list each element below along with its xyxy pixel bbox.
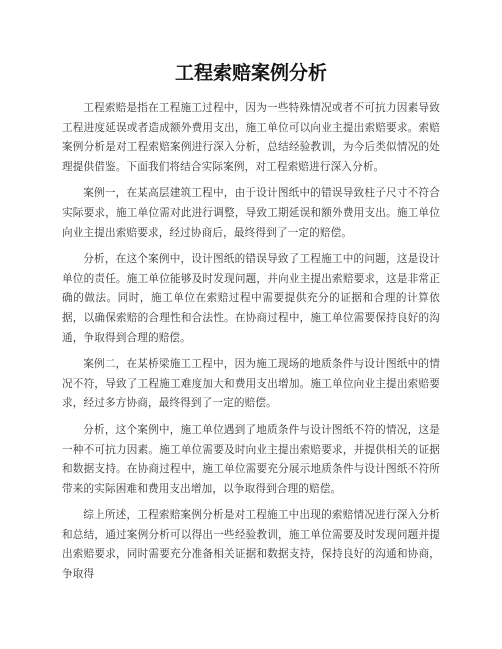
paragraph-case-2: 案例二，在某桥梁施工工程中，因为施工现场的地质条件与设计图纸中的情况不符，导致了工程施工难度加大和费用支出增加。施工单位向业主提出索赔要求，经过多方协商，最终得到了一定的赔偿。 (62, 358, 440, 410)
document-body (62, 99, 440, 592)
paragraph-case-1: 案例一，在某高层建筑工程中，由于设计图纸中的错误导致柱子尺寸不符合实际要求，施工单位需对此进行调整，导致工期延误和额外费用支出。施工单位向业主提出索赔要求，经过协商后，最终得到了一定的赔偿。 (62, 187, 440, 239)
paragraph-intro: 工程索赔是指在工程施工过程中，因为一些特殊情况或者不可抗力因素导致工程进度延误或者造成额外费用支出，施工单位可以向业主提出索赔要求。索赔案例分析是对工程索赔案例进行深入分析，总结经验教训，为今后类似情况的处理提供借鉴。下面我们将结合实际案例，对工程索赔进行深入分析。 (62, 102, 440, 173)
paragraph-case-1-analysis: 分析，在这个案例中，设计图纸的错误导致了工程施工中的问题，这是设计单位的责任。施工单位能够及时发现问题，并向业主提出索赔要求，这是非常正确的做法。同时，施工单位在索赔过程中需要提供充分的证据和合理的计算依据，以确保索赔的合理性和合法性。在协商过程中，施工单位需要保持良好的沟通，争取得到合理的赔偿。 (62, 253, 440, 344)
paragraph-case-2-analysis: 分析，这个案例中，施工单位遇到了地质条件与设计图纸不符的情况，这是一种不可抗力因素。施工单位需要及时向业主提出索赔要求，并提供相关的证据和数据支持。在协商过程中，施工单位需要充分展示地质条件与设计图纸不符所带来的实际困难和费用支出增加，以争取得到合理的赔偿。 (62, 423, 440, 495)
paragraph-conclusion: 综上所述，工程索赔案例分析是对工程施工中出现的索赔情况进行深入分析和总结，通过案例分析可以得出一些经验教训，施工单位需要及时发现问题并提出索赔要求，同时需要充分准备相关证据和数据支持，保持良好的沟通和协商，争取得 (62, 509, 440, 581)
document-title: 工程索赔案例分析 (174, 62, 327, 84)
